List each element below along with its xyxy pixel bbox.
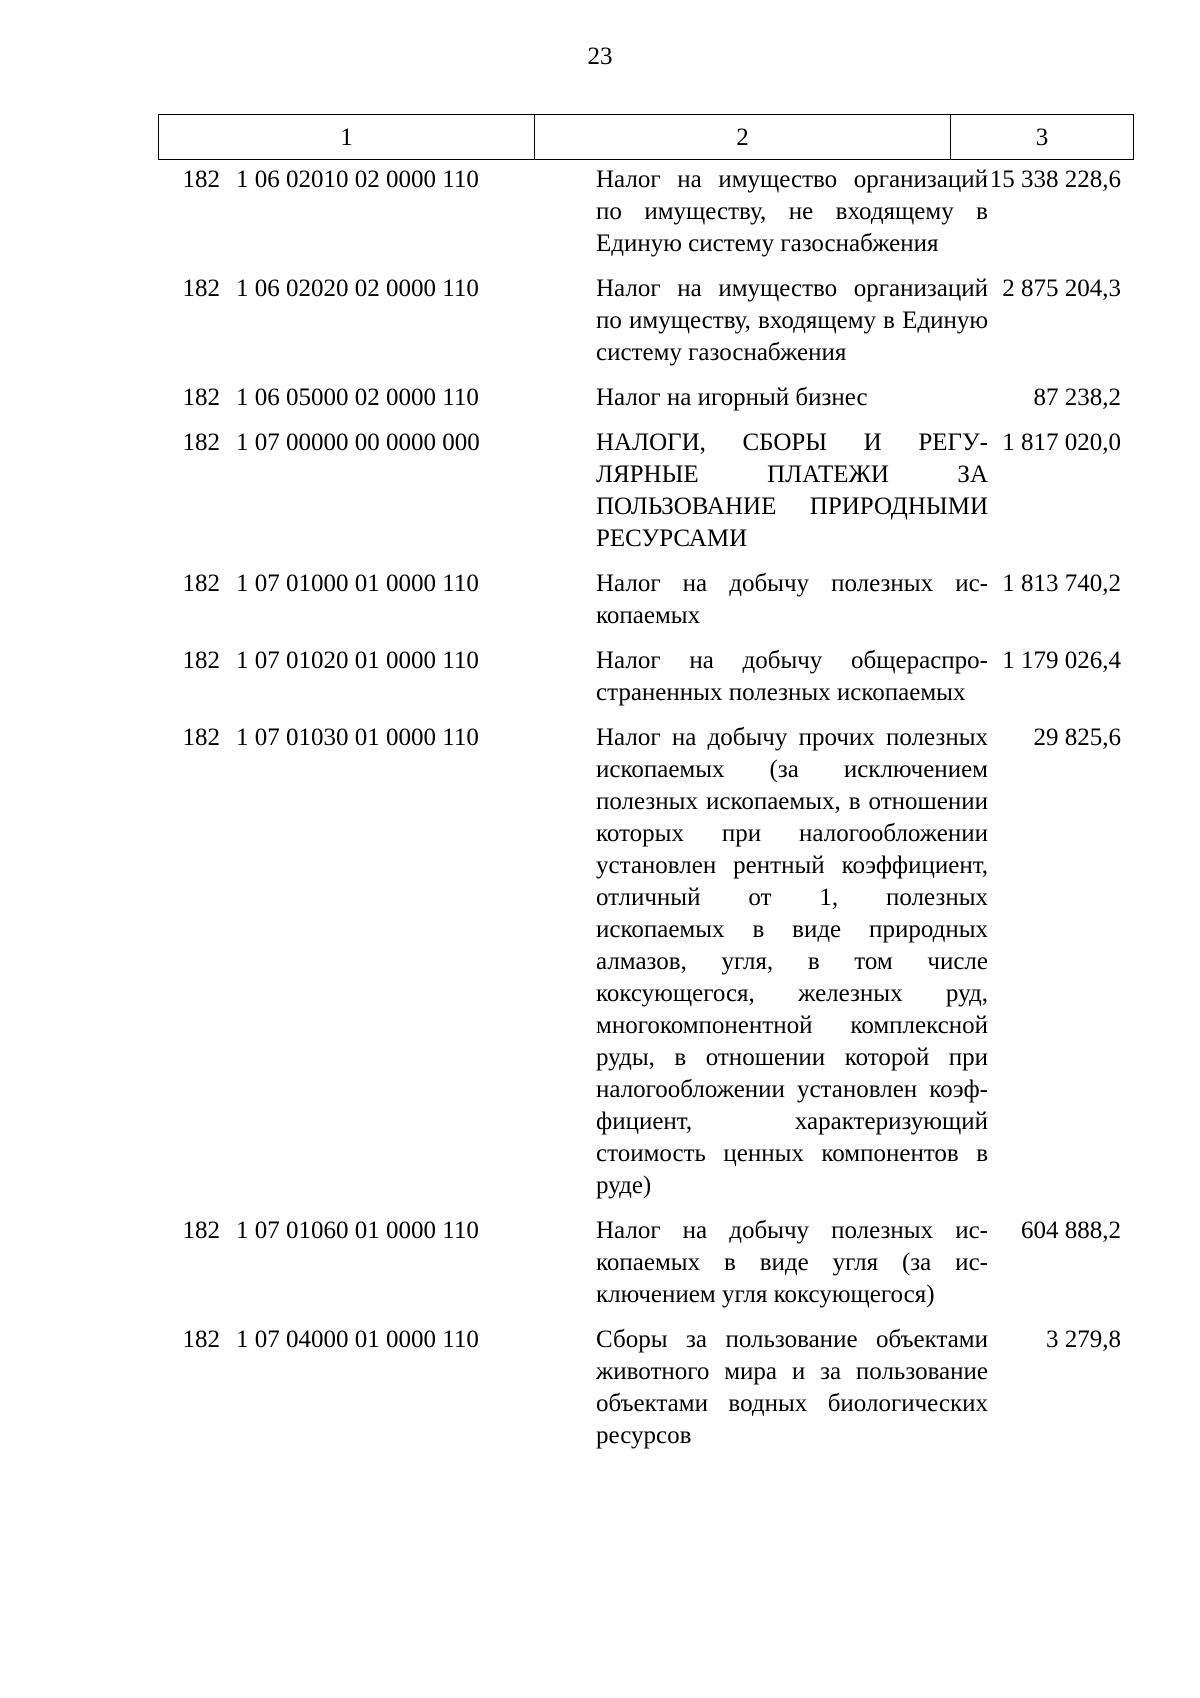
- admin-code: 182: [182, 647, 220, 674]
- revenue-name: НАЛОГИ, СБОРЫ И РЕГУЛЯРНЫЕ ПЛАТЕЖИ ЗА ПОЛЬЗОВАНИЕ ПРИРОДНЫМИ РЕСУРСАМИ: [596, 429, 988, 552]
- column-header-3: 3: [951, 115, 1134, 160]
- amount: 15 338 228,6: [989, 166, 1121, 193]
- amount: 1 813 740,2: [1002, 570, 1121, 597]
- revenue-name: Налог на добычу общераспространенных полезных ископаемых: [596, 647, 988, 706]
- table-row: [158, 1215, 1133, 1311]
- amount: 3 279,8: [1046, 1326, 1121, 1353]
- revenue-name: Налог на добычу полезных ископаемых в виде угля (за исключением угля коксующегося): [596, 1217, 988, 1308]
- admin-code: 182: [182, 384, 220, 411]
- table-row: [158, 1324, 1133, 1452]
- revenue-name: Налог на имущество организаций по имуществу, не входящему в Единую систему газоснабжения: [596, 166, 988, 257]
- admin-code: 182: [182, 1326, 220, 1353]
- revenue-name: Налог на добычу полезных ископаемых: [596, 570, 988, 629]
- column-header-row: [159, 115, 1134, 160]
- classification-code: 1 07 01060 01 0000 110: [236, 1217, 479, 1244]
- amount: 1 817 020,0: [1002, 429, 1121, 456]
- table-row: [158, 722, 1133, 1202]
- revenue-name: Налог на добычу прочих полезных ископаемых (за исключением полезных ископаемых, в отношении которых при налогообложении установлен рентный коэффициент, отличный от 1, полезных ископаемых в виде природных алмазов, угля, в том числе коксующегося, железных руд, многокомпонентной комплексной руды, в отношении которой при налогообложении установлен коэффициент, характеризующий стоимость ценных компонентов в руде): [596, 724, 988, 1199]
- page-number: 23: [587, 43, 613, 70]
- amount: 1 179 026,4: [1002, 647, 1121, 674]
- column-header-table: [158, 114, 1134, 160]
- classification-code: 1 06 05000 02 0000 110: [236, 384, 479, 411]
- classification-code: 1 07 01000 01 0000 110: [236, 570, 479, 597]
- classification-code: 1 07 01020 01 0000 110: [236, 647, 479, 674]
- admin-code: 182: [182, 429, 220, 456]
- admin-code: 182: [182, 570, 220, 597]
- revenue-name: Налог на имущество организаций по имуществу, входящему в Единую систему газоснабжения: [596, 275, 988, 366]
- classification-code: 1 06 02010 02 0000 110: [236, 166, 479, 193]
- classification-code: 1 07 04000 01 0000 110: [236, 1326, 479, 1353]
- amount: 29 825,6: [1033, 724, 1121, 751]
- classification-code: 1 07 00000 00 0000 000: [236, 429, 480, 456]
- table-row: [158, 273, 1133, 369]
- budget-rows: [158, 164, 1133, 1465]
- admin-code: 182: [182, 724, 220, 751]
- amount: 2 875 204,3: [1002, 275, 1121, 302]
- table-row: [158, 645, 1133, 709]
- classification-code: 1 07 01030 01 0000 110: [236, 724, 479, 751]
- revenue-name: Налог на игорный бизнес: [596, 384, 868, 411]
- table-row: [158, 382, 1133, 414]
- table-row: [158, 568, 1133, 632]
- admin-code: 182: [182, 166, 220, 193]
- column-header-1: 1: [159, 115, 535, 160]
- revenue-name: Сборы за пользование объектами животного мира и за пользование объектами водных биологических ресурсов: [596, 1326, 988, 1449]
- column-header-2: 2: [535, 115, 951, 160]
- admin-code: 182: [182, 1217, 220, 1244]
- amount: 604 888,2: [1021, 1217, 1121, 1244]
- admin-code: 182: [182, 275, 220, 302]
- classification-code: 1 06 02020 02 0000 110: [236, 275, 479, 302]
- table-row: [158, 427, 1133, 555]
- amount: 87 238,2: [1033, 384, 1121, 411]
- table-row: [158, 164, 1133, 260]
